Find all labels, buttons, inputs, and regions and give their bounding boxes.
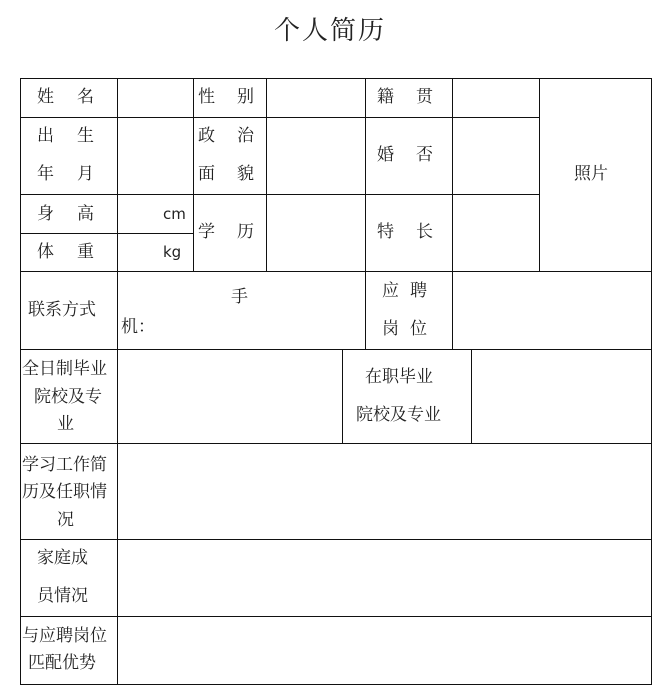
fulltime-school-label-line1: 全日制毕业 [22,359,107,379]
family-label-line2: 员情况 [37,586,88,606]
table-line [20,616,651,617]
table-border-right [651,78,652,685]
education-label-char1: 学 [198,222,215,242]
table-line [20,271,651,272]
inservice-school-label-line1: 在职毕业 [365,367,433,387]
table-line [20,117,540,118]
weight-unit: kg [163,243,182,261]
table-line [452,78,453,272]
table-border-left [20,78,21,685]
birth-label-char1: 出 [37,126,54,146]
birth-label-char4: 月 [77,164,94,184]
applied-post-label-char3: 岗 [382,319,399,339]
marital-label-char1: 婚 [377,145,394,165]
political-label-char4: 貌 [237,164,254,184]
weight-label-char2: 重 [77,242,94,262]
gender-label-char1: 性 [198,87,215,107]
birth-label-char2: 生 [77,126,94,146]
table-line [20,443,651,444]
study-work-label-line3: 况 [57,510,74,530]
table-line [342,349,343,444]
applied-post-label-char1: 应 [382,281,399,301]
table-line [539,78,540,272]
fulltime-school-label-line3: 业 [57,414,74,434]
political-label-char3: 面 [198,164,215,184]
match-label-line2: 匹配优势 [28,653,96,673]
table-line [20,233,194,234]
applied-post-label-char2: 聘 [410,281,427,301]
height-label-char2: 高 [77,204,94,224]
education-label-char2: 历 [237,222,254,242]
study-work-label-line2: 历及任职情 [22,482,107,502]
birth-label-char3: 年 [37,164,54,184]
height-unit: cm [163,205,186,223]
fulltime-school-label-line2: 院校及专 [34,387,102,407]
table-border-top [20,78,651,79]
phone-label-line1: 手 [231,287,248,307]
height-label-char1: 身 [37,204,54,224]
specialty-label-char1: 特 [377,222,394,242]
page-title: 个人简历 [273,16,386,46]
gender-label-char2: 别 [237,87,254,107]
table-line [20,539,651,540]
table-line [193,78,194,272]
photo-label: 照片 [574,164,608,184]
name-label-char2: 名 [77,87,94,107]
family-label-line1: 家庭成 [37,548,88,568]
name-label-char1: 姓 [37,87,54,107]
applied-post-label-char4: 位 [410,319,427,339]
inservice-school-label-line2: 院校及专业 [356,405,441,425]
table-line [266,78,267,272]
match-label-line1: 与应聘岗位 [22,626,107,646]
political-label-char2: 治 [237,126,254,146]
table-border-bottom [20,684,651,685]
table-line [20,194,540,195]
weight-label-char1: 体 [37,242,54,262]
table-line [471,349,472,444]
native-place-label-char2: 贯 [416,87,433,107]
phone-label-line2: 机： [121,317,155,337]
native-place-label-char1: 籍 [377,87,394,107]
specialty-label-char2: 长 [416,222,433,242]
table-line [117,78,118,685]
marital-label-char2: 否 [416,145,433,165]
contact-label: 联系方式 [28,300,96,320]
study-work-label-line1: 学习工作简 [22,455,107,475]
political-label-char1: 政 [198,126,215,146]
table-line [20,349,651,350]
table-line [452,271,453,350]
table-line [365,78,366,350]
